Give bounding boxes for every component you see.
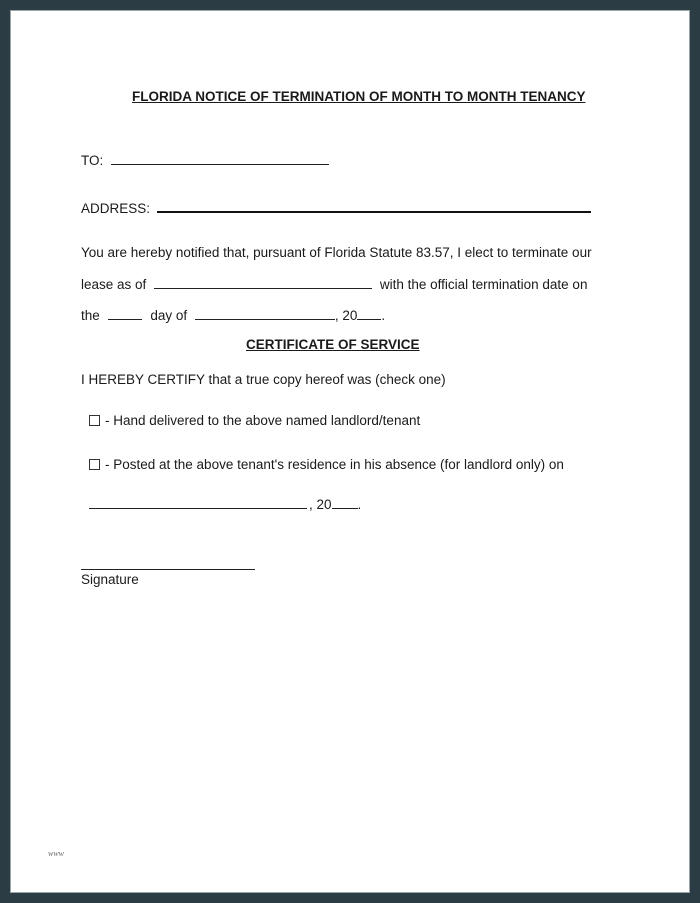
certificate-heading: CERTIFICATE OF SERVICE [246, 337, 420, 352]
posted-checkbox[interactable] [89, 459, 100, 470]
address-line [81, 199, 591, 217]
option-hand-delivered [89, 413, 420, 429]
to-label: TO: [81, 153, 104, 168]
document-page [10, 10, 690, 893]
service-year-prefix: , 20 [309, 497, 332, 512]
hand-delivered-checkbox[interactable] [89, 415, 100, 426]
service-period: . [357, 497, 362, 512]
paragraph-line-1: You are hereby notified that, pursuant of Florida Statute 83.57, I elect to terminate our [81, 245, 592, 260]
month-blank[interactable] [195, 307, 335, 320]
lease-date-blank[interactable] [154, 276, 372, 289]
signature-line[interactable] [81, 569, 255, 570]
to-blank[interactable] [111, 152, 329, 165]
the-text: the [81, 308, 100, 323]
day-blank[interactable] [108, 307, 142, 320]
service-date-blank[interactable] [89, 496, 307, 509]
period-text: . [381, 308, 386, 323]
service-date-line [89, 496, 361, 513]
termination-date-text: with the official termination date on [379, 277, 588, 292]
option-posted [89, 457, 564, 473]
year-prefix-text: , 20 [334, 308, 358, 323]
year-blank[interactable] [357, 307, 381, 320]
address-label: ADDRESS: [81, 201, 151, 216]
document-title: FLORIDA NOTICE OF TERMINATION OF MONTH TO MONTH TENANCY [132, 89, 586, 104]
address-blank[interactable] [157, 199, 591, 213]
to-line [81, 152, 329, 169]
footer-mark: www [48, 849, 65, 858]
service-year-blank[interactable] [332, 496, 358, 509]
signature-label: Signature [81, 572, 139, 587]
day-of-text: day of [150, 308, 188, 323]
paragraph-line-3 [81, 307, 385, 324]
hand-delivered-label: - Hand delivered to the above named landlord/tenant [105, 413, 421, 428]
lease-as-of-text: lease as of [81, 277, 147, 292]
paragraph-line-2 [81, 276, 587, 293]
posted-label: - Posted at the above tenant's residence in his absence (for landlord only) on [105, 457, 564, 472]
certify-text: I HEREBY CERTIFY that a true copy hereof was (check one) [81, 372, 446, 387]
